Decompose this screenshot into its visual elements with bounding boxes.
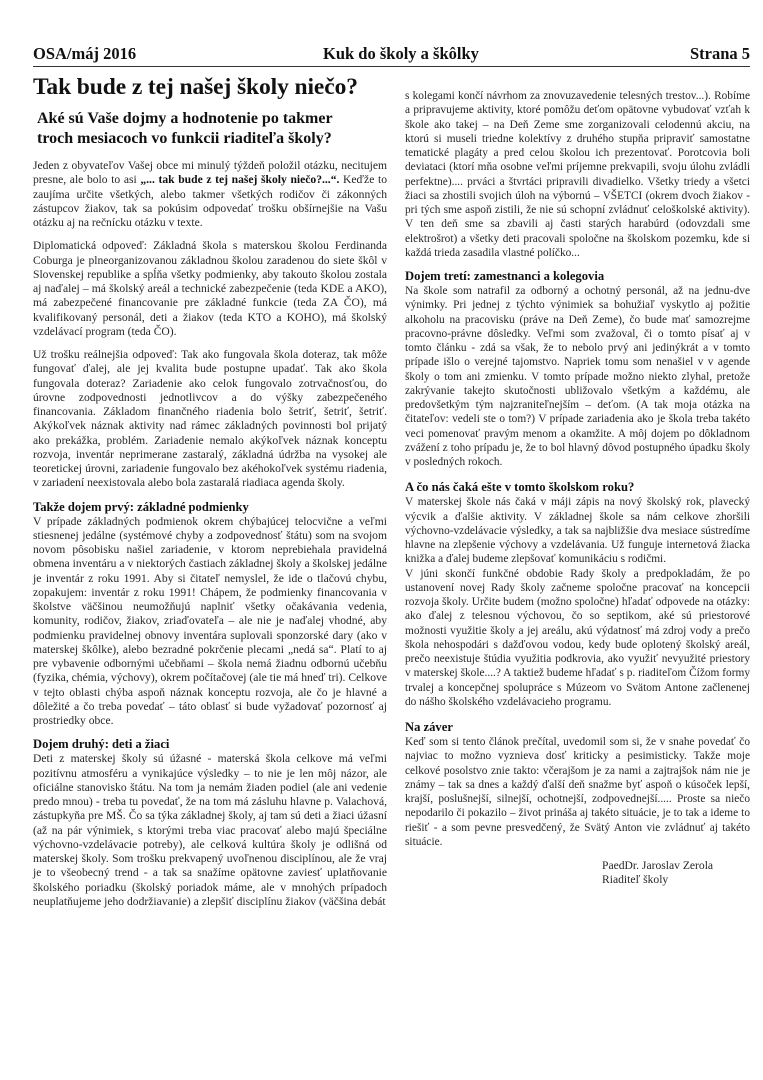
- article-subtitle: [37, 109, 387, 149]
- intro-text: Jeden z obyvateľov Vašej obce mi minulý týždeň položil otázku, necitujem presne, ale bolo to asi: [33, 159, 387, 187]
- realistic-answer-paragraph: Už trošku reálnejšia odpoveď: Tak ako fungovala škola doteraz, tak môže fungovať ďalej, ale jej kvalita bude postupne upadať. Tak ako škola fungovala doteraz? Zariadenie ako celok fungovalo zotrvačnosťou, do úrovne zodpovednosti jednotlivcov a do výšky zabezpečeného financovania. Základom finančného riadenia bolo šetriť, šetriť, šetriť. Akýkoľvek náznak aktivity nad rámec základných povinnosti bol prijatý ako prekážka, problém. Zariadenie nemalo akýkoľvek náznak konceptu rozvoja, inventár neprimerane zastaralý, základná údržba na vysokej ale teoretickej úrovni, zariadenie fungovalo bez akéhokoľvek systému riadenia, v zariadení neexistovala alebo bola zastaralá riadiaca agenda školy.: [33, 348, 387, 490]
- section-body: Deti z materskej školy sú úžasné - materská škola celkove má veľmi pozitívnu atmosféru a vynikajúce výsledky – to nie je len môj názor, ale oficiálne stanovisko štátu. Na tom ja nemám žiaden podiel (ale ani vedenie predo mnou) - treba tu povedať, že na tom má zásluhu hlavne p. Valachová, zástupkyňa pre MŠ. Čo sa týka základnej školy, aj tam sú deti a žiaci úžasní (až na pár výnimiek, s ktorými treba viac pracovať alebo majú špeciálne výchovno-vzdelávacie potreby), ale celková kultúra školy je odlišná od materskej školy. Som trošku prekvapený uvoľnenou disciplínou, ale že vraj je to všeobecný trend - a tak sa snažíme opätovne zaviesť uplatňovanie školského poriadku (školský poriadok máme, ale v mnohých prípadoch neuplatňujeme jeho dodržiavanie) a zlepšiť disciplínu žiakov (väčšina debát: [33, 752, 387, 908]
- article-title: Tak bude z tej našej školy niečo?: [33, 74, 358, 100]
- left-column: [33, 72, 387, 909]
- page-number: Strana 5: [689, 44, 750, 63]
- signature: [602, 859, 750, 887]
- newsletter-title: Kuk do školy a škôlky: [323, 44, 479, 63]
- section-heading: Dojem druhý: deti a žiaci: [33, 737, 170, 752]
- section-body-continuation: s kolegami končí návrhom za znovuzavedenie telesných trestov...). Robíme a pripravujeme aktivity, ktoré pomôžu deťom opätovne vybudovať vzťah k škole ako takej – na Deň Zeme sme zorganizovali celodennú akciu, na ktorú si museli triedne kolektívy z druhého stupňa pripraviť samostatne tematické plagáty a pred celou školou ich prezentovať. Porotcovia boli deviataci (ktorí mňa osobne veľmi príjemne prekvapili, svoju úlohu zvládli perfektne).... prváci a štvrtáci pripravili divadielko. Všetky triedy a všetci žiaci sa zhostili svojich úloh na výbornú – VŠETCI (okrem dvoch žiakov - pri tých sme aspoň zistili, že nie sú schopní zvládnuť celoškolské aktivity). V ten deň sme sa zbavili aj časti starých harabúrd (odovzdali sme elektrošrot) a všetky deti pracovali spoločne na školskom pozemku, kde si každá trieda zasadila vlastné políčko...: [405, 90, 750, 259]
- section-heading: Takže dojem prvý: základné podmienky: [33, 499, 249, 514]
- subtitle-line: troch mesiacoch vo funkcii riaditeľa školy?: [37, 130, 332, 147]
- section-body: Keď som si tento článok prečítal, uvedomil som si, že v snahe povedať čo najviac to možno vyznieva dosť kriticky a pesimisticky. Takže moje celkové posolstvo znie takto: včerajšom je za nami a zajtrajšok nám nie je známy – tak sa dnes a každý ďalší deň snažme byť aspoň o kúsoček lepší, krajší, poslušnejší, silnejší, ochotnejší, zodpovednejší..... Proste sa niečo nepodarilo či pokazilo – život prináša aj takéto situácie, je to tak a ideme to riešiť - a som pevne presvedčený, že Svätý Anton vie zvládnuť aj takéto situácie.: [405, 736, 750, 848]
- section-heading: Na záver: [405, 720, 453, 734]
- section-body: V júni skončí funkčné obdobie Rady školy a predpokladám, že po ustanovení novej Rady školy začneme spoločne pracovať na koncepcii rozvoja školy. Určite budem (možno spoločne) hľadať odpovede na otázky: ako ďalej z telesnou výchovou, čo so septikom, aké sú priestorové možnosti využitie školy a jej areálu, akú výdatnosť má zdroj vody a prečo škola nehospodári s dažďovou vodou, kedy bude oplotený školský areál, prečo neexistuje štúdia využitia podkrovia, ako využiť nevyužité priestory v materskej škole....? A taktiež budeme hľadať s p. riaditeľom Čížom formy trvalej a koncepčnej spolupráce s Múzeom vo Svätom Antone začlenenej do nášho školského vzdelávacieho programu.: [405, 567, 750, 708]
- right-column: [405, 89, 750, 887]
- page-header: [33, 44, 750, 67]
- intro-quote: „... tak bude z tej našej školy niečo?...“.: [140, 173, 340, 187]
- author-role: Riaditeľ školy: [602, 873, 669, 886]
- issue-label: OSA/máj 2016: [33, 44, 137, 63]
- diplomatic-answer-paragraph: Diplomatická odpoveď: Základná škola s materskou školou Ferdinanda Coburga je plneorganizovanou základnou školou zaradenou do siete škôl v Slovenskej republike a spĺňa všetky podmienky, aby takouto školou zostala aj naďalej – má školský areál a technické zabezpečenie (teda KDE a AKO), má zabezpečené financovanie pre základné funkcie (teda ZA ČO), má kvalifikovaný personál, deti a žiakov (teda KTO a KOHO), má školský vzdelávací program (teda ČO).: [33, 239, 387, 338]
- author-name: PaedDr. Jaroslav Zerola: [602, 859, 714, 872]
- intro-paragraph: [33, 159, 387, 230]
- subtitle-line: Aké sú Vaše dojmy a hodnotenie po takmer: [37, 110, 333, 127]
- section-body: V materskej škole nás čaká v máji zápis na nový školský rok, plavecký výcvik a ďalšie aktivity. V základnej škole sa nám celkove zhoršili výchovno-vzdelávacie výsledky, a tak sa najbližšie dva mesiace sústredíme hlavne na zlepšenie výchovy a vzdelávania. Už funguje internetová žiacka knižka a ďalej budeme zlepšovať komunikáciu s rodičmi.: [405, 496, 750, 566]
- section-heading: A čo nás čaká ešte v tomto školskom roku?: [405, 480, 635, 495]
- section-heading: Dojem tretí: zamestnanci a kolegovia: [405, 269, 605, 283]
- section-body: Na škole som natrafil za odborný a ochotný personál, až na jednu-dve výnimky. Pri jednej z týchto výnimiek sa bohužiaľ vyskytlo aj požitie alkoholu na pracovisku (práve na Deň Zeme), čo bude mať samozrejme pracovno-právne dôsledky. Veľmi som zvažoval, či o tomto písať aj v tomto článku - zdá sa však, že to nebolo prvý ani jedinýkrát a v tomto prípade išlo o verejné tajomstvo. Napriek tomu som nenašiel v v agende školy o tom ani zmienku. V tomto prípade možno niekto zlyhal, pretože zakrývanie takejto skutočnosti ubližovalo všetkým a každému, ale predovšetkým tým najzraniteľnejším – deťom. (A tak moja otázka na čitateľov: vedeli ste o tom?) V prípade zariadenia ako je škola treba takéto veci pomenovať pravým menom a okamžite. A môj dojem po dôkladnom zvážení z toho prípadu je, že to bol hlavný dôvod postupného úpadku školy v posledných rokoch.: [405, 285, 750, 468]
- section-body: V prípade základných podmienok okrem chýbajúcej telocvične a veľmi stiesnenej jedálne (systémové chyby a zodpovednosť štátu) som na svojom novom pôsobisku našiel zariadenie, v ktorom neprebiehala pravidelná obmena inventáru a v niektorých častiach základnej školy a školskej jedálne je inventár z roku 1991. Aby si čitateľ nemyslel, že ide o tlačovú chybu, zopakujem: inventár z roku 1991! Chápem, že podmienky financovania v školstve väčšinou neumožňujú naplniť všetky očakávania vedenia, komunity, rodičov, žiakov, zriaďovateľa – ale nie je naďalej vhodné, aby podmienku pravidelnej obnovy inventára suplovali sponzorské dary (ako v materskej škôlke), alebo bezradné pokrčenie plecami „nedá sa“. Platí to aj pre vybavenie odbornými učebňami – škola nemá žiadnu odbornú učebňu (fyzika, chémia, výchovy), okrem počítačovej (ale tie má hneď tri). Celkove v tejto oblasti chýba aspoň náznak konceptu rozvoja, ale čo je hlavné a dôležité a čo treba povedať – táto oblasť si bude vyžadovať pozornosť aj prostriedky obce.: [33, 514, 387, 727]
- intro-text: Keďže to zaujíma určite všetkých, alebo takmer všetkých rodičov či zákonných zástupcov žiakov, tak sa pokúsim odpovedať trošku obšírnejšie na Vašu otázku aj na rečnícku otázku v texte.: [33, 173, 388, 229]
